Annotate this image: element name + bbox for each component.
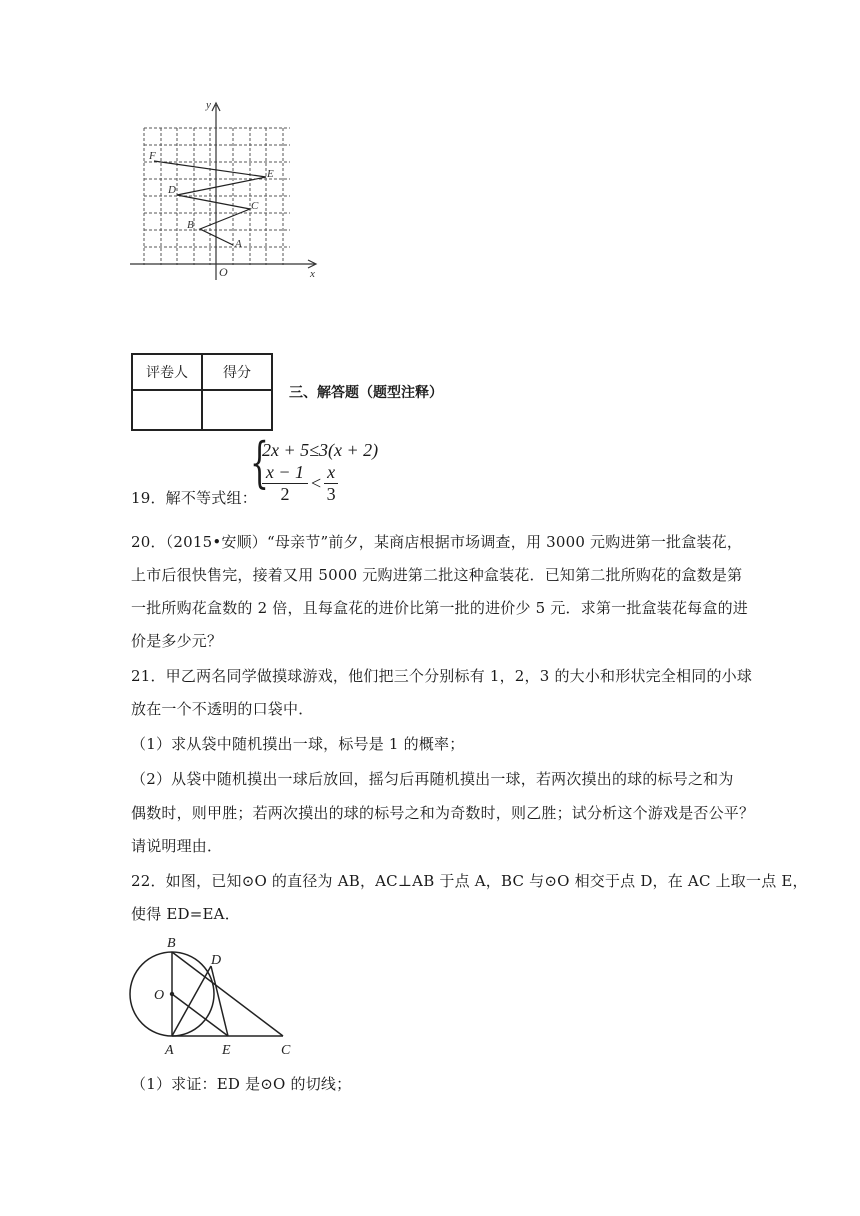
point-d-label: D <box>168 184 176 196</box>
score-cell[interactable] <box>202 390 272 430</box>
q20-line-1: 20．（2015•安顺）“母亲节”前夕，某商店根据市场调查，用 3000 元购进第一批盒装花， <box>131 533 743 551</box>
q19-fraction2-numerator: x <box>327 462 336 482</box>
q19-fraction-numerator: x − 1 <box>265 462 305 482</box>
q20-line-3: 一批所购花盒数的 2 倍，且每盒花的进价比第一批的进价少 5 元．求第一批盒装花每盒的进 <box>131 599 748 617</box>
q21-part-2-line-1: （2）从袋中随机摸出一球后放回，摇匀后再随机摸出一球，若两次摸出的球的标号之和为 <box>131 770 734 788</box>
grader-cell[interactable] <box>132 390 202 430</box>
q22-line-1: 22．如图，已知⊙O 的直径为 AB，AC⊥AB 于点 A，BC 与⊙O 相交于点 D，在 AC 上取一点 E， <box>131 872 808 890</box>
circle-geometry-figure <box>120 930 310 1060</box>
point-c-label: C <box>251 200 259 212</box>
coordinate-grid-figure <box>120 95 330 285</box>
q19-inequality-2 <box>262 462 338 505</box>
q19-less-than: < <box>311 473 322 493</box>
q22-line-2: 使得 ED=EA． <box>131 905 240 923</box>
point-b-label: B <box>187 219 194 231</box>
point-a-label: A <box>235 238 242 250</box>
q19-fraction2-denominator: 3 <box>326 484 336 504</box>
q21-part-1: （1）求从袋中随机摸出一球，标号是 1 的概率； <box>131 735 465 753</box>
circle-point-c-label: C <box>281 1043 291 1058</box>
q20-line-4: 价是多少元？ <box>131 632 223 650</box>
circle-point-b-label: B <box>167 936 176 951</box>
q21-line-1: 21．甲乙两名同学做摸球游戏，他们把三个分别标有 1，2，3 的大小和形状完全相同的小球 <box>131 667 753 685</box>
q21-part-2-line-3: 请说明理由． <box>131 837 223 855</box>
point-e-label: E <box>267 168 274 180</box>
y-axis-label: y <box>206 99 211 111</box>
score-header: 得分 <box>202 354 272 390</box>
x-axis-label: x <box>310 268 315 280</box>
q22-part-1: （1）求证：ED 是⊙O 的切线； <box>131 1075 352 1093</box>
q20-line-2: 上市后很快售完，接着又用 5000 元购进第二批这种盒装花．已知第二批所购花的盒数是第 <box>131 566 743 584</box>
circle-point-o-label: O <box>154 988 165 1003</box>
score-table <box>131 353 273 431</box>
point-f-label: F <box>149 150 156 162</box>
q19-inequality-1: 2x + 5≤3(x + 2) <box>262 440 379 460</box>
q19-fraction-denominator: 2 <box>280 484 290 504</box>
circle-point-e-label: E <box>222 1043 231 1058</box>
grader-header: 评卷人 <box>132 354 202 390</box>
q19-text: 19．解不等式组： <box>131 489 257 507</box>
q19-brace: { <box>250 431 269 494</box>
q21-line-2: 放在一个不透明的口袋中． <box>131 700 314 718</box>
section-title: 三、解答题（题型注释） <box>289 385 443 401</box>
circle-point-a-label: A <box>165 1043 174 1058</box>
origin-label: O <box>219 265 228 279</box>
q21-part-2-line-2: 偶数时，则甲胜；若两次摸出的球的标号之和为奇数时，则乙胜；试分析这个游戏是否公平？ <box>131 804 755 822</box>
circle-point-d-label: D <box>211 953 222 968</box>
